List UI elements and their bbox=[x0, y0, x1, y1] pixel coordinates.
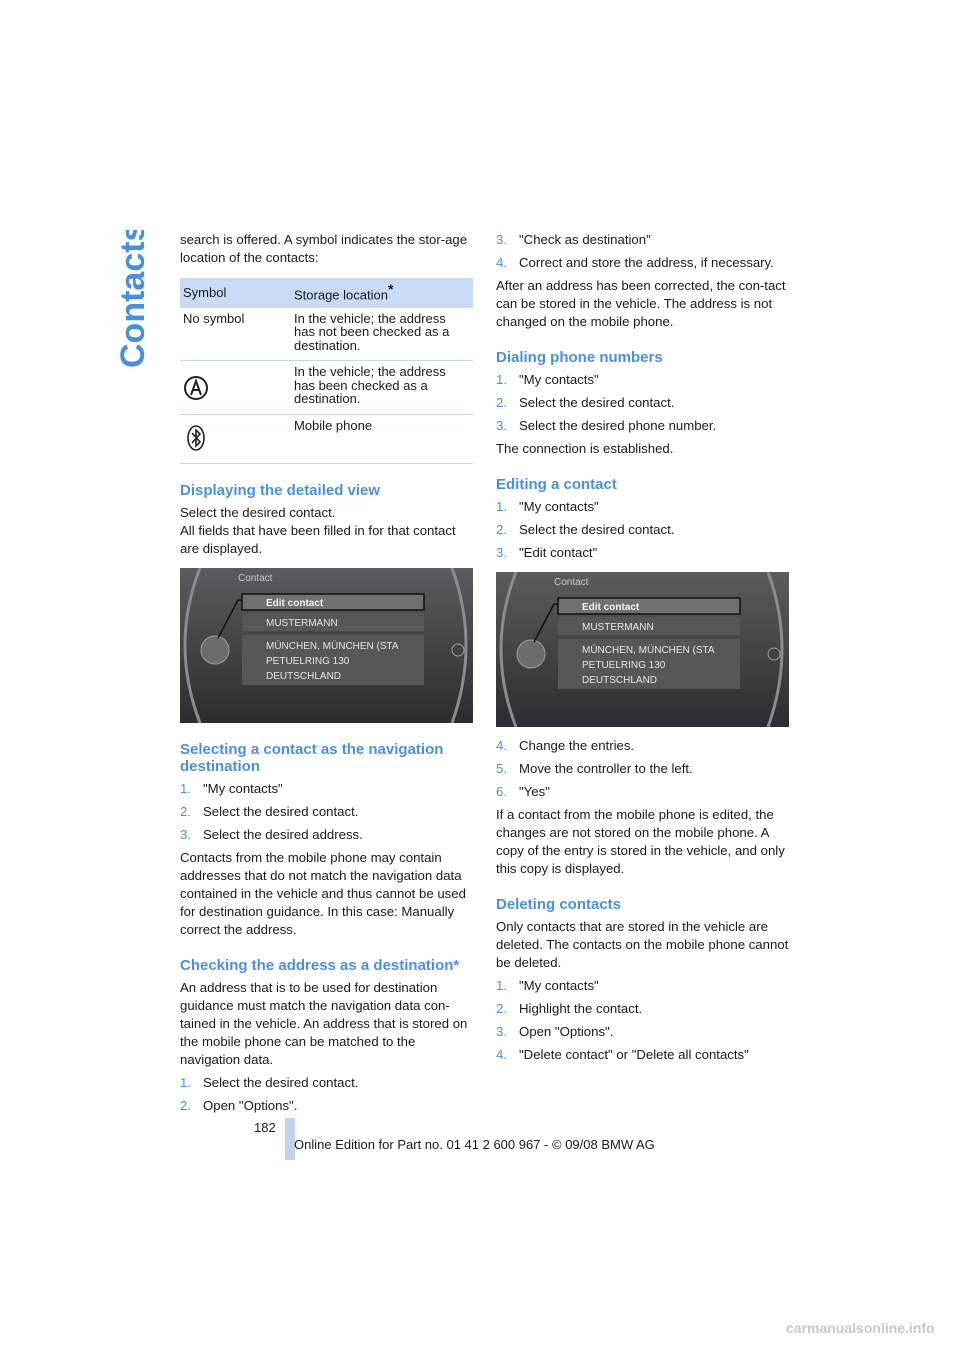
storage-cell: Mobile phone bbox=[291, 414, 473, 464]
storage-symbol-table bbox=[180, 278, 473, 464]
deleting-paragraph: Only contacts that are stored in the vehicle are deleted. The contacts on the mobile phone cannot be deleted. bbox=[496, 919, 789, 970]
edit-contact-screen-image bbox=[496, 572, 789, 727]
symbol-cell bbox=[180, 361, 291, 415]
screen-address3: DEUTSCHLAND bbox=[582, 675, 658, 686]
heading-dialing: Dialing phone numbers bbox=[496, 349, 663, 366]
list-item: 1. Select the desired contact. bbox=[180, 1075, 359, 1091]
check-paragraph: After an address has been corrected, the con-tact can be stored in the vehicle. The address is not changed on the mobile phone. bbox=[496, 278, 786, 329]
list-item: 2. Highlight the contact. bbox=[496, 1001, 643, 1016]
deleting-steps bbox=[496, 977, 792, 1064]
symbol-cell: No symbol bbox=[180, 308, 291, 361]
list-item: 1. "My contacts" bbox=[496, 499, 599, 514]
screen-edit-contact: Edit contact bbox=[266, 598, 324, 610]
list-item: 2. Select the desired contact. bbox=[496, 395, 675, 410]
list-item: 4. Correct and store the address, if necessary. bbox=[496, 255, 774, 270]
page-number: 182 bbox=[254, 1120, 276, 1135]
list-item: 1. "My contacts" bbox=[496, 372, 599, 387]
table-row bbox=[180, 308, 473, 361]
list-item: 2. Open "Options". bbox=[180, 1098, 298, 1114]
edition-text: Online Edition for Part no. 01 41 2 600 967 - © 09/08 BMW AG bbox=[294, 1137, 655, 1152]
list-item: 3. Select the desired phone number. bbox=[496, 418, 717, 433]
dialing-paragraph: The connection is established. bbox=[496, 441, 674, 456]
list-item: 3. Open "Options". bbox=[496, 1024, 614, 1039]
option-star: * bbox=[387, 281, 394, 297]
heading-editing: Editing a contact bbox=[496, 476, 617, 493]
heading-deleting: Deleting contacts bbox=[496, 896, 622, 913]
detail-line1: Select the desired contact. bbox=[180, 505, 336, 521]
list-item: 3. Select the desired address. bbox=[180, 827, 363, 843]
table-row bbox=[180, 361, 473, 415]
right-column bbox=[496, 231, 792, 1069]
list-item: 1. "My contacts" bbox=[180, 781, 283, 797]
storage-cell: In the vehicle; the address has been checked as a destination. bbox=[291, 361, 473, 415]
intro-paragraph: search is offered. A symbol indicates the stor-age location of the contacts: bbox=[180, 232, 468, 265]
editing-steps-2 bbox=[496, 737, 792, 801]
heading-checking-address: Checking the address as a destination* bbox=[180, 957, 460, 975]
watermark: carmanualsonline.info bbox=[786, 1320, 935, 1336]
screen-name: MUSTERMANN bbox=[266, 618, 338, 630]
list-item: 4. "Delete contact" or "Delete all contacts" bbox=[496, 1047, 749, 1062]
checking-steps bbox=[180, 1074, 473, 1115]
screen-address3: DEUTSCHLAND bbox=[266, 671, 342, 683]
list-item: 5. Move the controller to the left. bbox=[496, 761, 693, 776]
table-row bbox=[180, 414, 473, 464]
screen-address2: PETUELRING 130 bbox=[266, 656, 350, 668]
list-item: 1. "My contacts" bbox=[496, 978, 599, 993]
screen-address1: MÜNCHEN, MÜNCHEN (STA bbox=[266, 641, 399, 653]
navdest-paragraph: Contacts from the mobile phone may contain addresses that do not match the navigation data contained in the vehicle and thus cannot be used for destination guidance. In this case: Manually correct the address. bbox=[180, 850, 466, 938]
screen-edit-contact: Edit contact bbox=[582, 602, 640, 613]
list-item: 6. "Yes" bbox=[496, 784, 550, 799]
list-item: 2. Select the desired contact. bbox=[496, 522, 675, 537]
symbol-cell bbox=[180, 414, 291, 464]
list-item: 4. Change the entries. bbox=[496, 738, 635, 753]
list-item: 3. "Edit contact" bbox=[496, 545, 598, 560]
screen-address1: MÜNCHEN, MÜNCHEN (STA bbox=[582, 645, 715, 656]
screen-address2: PETUELRING 130 bbox=[582, 660, 666, 671]
list-item: 3. "Check as destination" bbox=[496, 232, 651, 247]
dialing-steps bbox=[496, 371, 792, 435]
screen-name: MUSTERMANN bbox=[582, 622, 654, 633]
list-item: 2. Select the desired contact. bbox=[180, 804, 359, 820]
contact-screen-image bbox=[180, 568, 473, 723]
section-title-text: Contacts bbox=[114, 230, 152, 368]
table-header-storage: Storage location* bbox=[291, 278, 473, 308]
editing-steps bbox=[496, 498, 792, 562]
editing-paragraph: If a contact from the mobile phone is edited, the changes are not stored on the mobile phone. A copy of the entry is stored in the vehicle, and only this copy is displayed. bbox=[496, 807, 785, 876]
screen-title: Contact bbox=[238, 573, 273, 585]
checking-paragraph: An address that is to be used for destination guidance must match the navigation data con-tained in the vehicle. An address that is stored on the mobile phone can be matched to the navigation data. bbox=[180, 980, 468, 1068]
check-steps bbox=[496, 231, 792, 272]
bluetooth-icon bbox=[183, 423, 209, 453]
section-title bbox=[112, 230, 152, 370]
navigation-a-icon bbox=[183, 373, 209, 403]
table-header-row bbox=[180, 278, 473, 308]
heading-navigation-destination: Selecting a contact as the navigation destination bbox=[180, 741, 444, 776]
left-column bbox=[180, 231, 473, 1120]
storage-cell: In the vehicle; the address has not been checked as a destination. bbox=[291, 308, 473, 361]
heading-detailed-view: Displaying the detailed view bbox=[180, 482, 381, 500]
table-header-symbol: Symbol bbox=[180, 278, 291, 308]
screen-title: Contact bbox=[554, 577, 589, 588]
detail-line2: All fields that have been filled in for that contact are displayed. bbox=[180, 523, 456, 557]
navdest-steps bbox=[180, 780, 473, 844]
